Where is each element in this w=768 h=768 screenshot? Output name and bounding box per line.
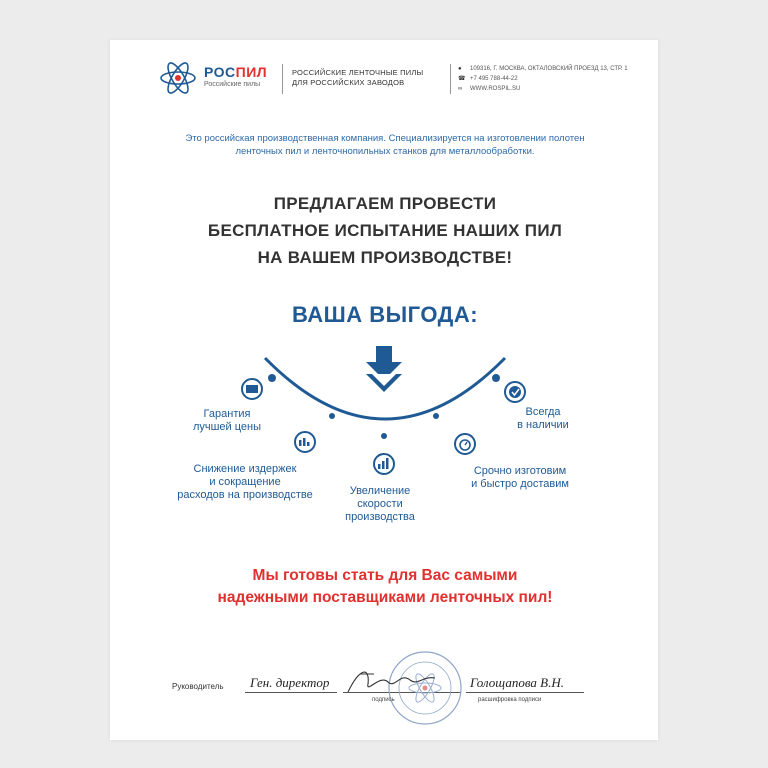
- wallet-icon: [242, 379, 262, 399]
- position-title: Ген. директор: [250, 675, 330, 690]
- offer-heading: ПРЕДЛАГАЕМ ПРОВЕСТИ БЕСПЛАТНОЕ ИСПЫТАНИЕ НАШИХ ПИЛ НА ВАШЕМ ПРОИЗВОДСТВЕ!: [207, 194, 563, 267]
- signature-line: [466, 692, 584, 693]
- benefit-cost-reduction: Снижение издержек и сокращение расходов на производстве: [177, 463, 313, 501]
- letter-sheet: [110, 40, 658, 740]
- benefit-best-price: Гарантия лучшей цены: [192, 408, 262, 433]
- benefit-in-stock: Всегда в наличии: [517, 406, 569, 431]
- growth-chart-icon: [374, 454, 394, 474]
- location-icon: ●: [458, 66, 462, 72]
- company-intro: Это российская производственная компания. Специализируется на изготовлении полотен ленточных пил и ленточнопильных станков для металлообработки.: [185, 133, 585, 157]
- caption-decode: расшифровка подписи: [478, 697, 542, 703]
- address: 109316, Г. МОСКВА, ОКТАЛОВСКИЙ ПРОЕЗД 13, СТР. 1: [470, 66, 628, 72]
- brand-name: РОСПИЛ: [204, 64, 268, 80]
- handwritten-signature-icon: [340, 662, 440, 702]
- signature-line: [245, 692, 337, 693]
- signer-name: Голощапова В.Н.: [470, 675, 564, 690]
- signature-block: [110, 670, 658, 720]
- website-link[interactable]: WWW.ROSPIL.SU: [470, 86, 521, 92]
- checkmark-icon: [505, 382, 525, 402]
- head-label: Руководитель: [172, 682, 224, 691]
- benefits-title: ВАША ВЫГОДА:: [291, 302, 479, 327]
- down-arrow-icon: [366, 346, 402, 392]
- company-tagline: РОССИЙСКИЕ ЛЕНТОЧНЫЕ ПИЛЫ ДЛЯ РОССИЙСКИХ ЗАВОДОВ: [292, 68, 424, 87]
- stopwatch-icon: [455, 434, 475, 454]
- brand-subtitle: Российские пилы: [204, 81, 261, 88]
- link-icon: ∞: [458, 86, 463, 92]
- benefit-speed: Увеличение скорости производства: [345, 485, 415, 523]
- phone: +7 495 788-44-22: [470, 76, 518, 82]
- benefits-diagram: [110, 40, 658, 740]
- cost-chart-icon: [295, 432, 315, 452]
- closing-statement: Мы готовы стать для Вас самыми надежными поставщиками ленточных пил!: [217, 567, 553, 606]
- caption-signature: подпись: [372, 697, 395, 703]
- phone-icon: ☎: [458, 76, 466, 82]
- benefit-fast-delivery: Срочно изготовим и быстро доставим: [471, 465, 569, 490]
